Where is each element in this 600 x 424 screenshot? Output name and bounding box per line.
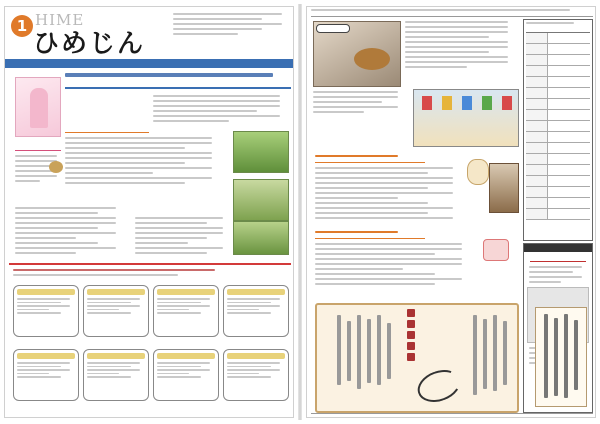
vertical-text-column	[554, 318, 558, 396]
schedule-row	[526, 165, 590, 176]
program-card	[13, 285, 79, 337]
schedule-row	[526, 55, 590, 66]
schedule-row	[526, 77, 590, 88]
brush-calligraphy-art	[413, 364, 465, 407]
masthead-title: ひめじん	[33, 29, 146, 59]
section-divider-red	[9, 263, 291, 265]
guitar-photo	[313, 21, 401, 87]
right-page	[306, 6, 596, 418]
vertical-note-panel	[535, 307, 587, 407]
center-fold	[298, 4, 302, 420]
program-card	[153, 349, 219, 401]
top-banner	[311, 9, 593, 17]
schedule-row	[526, 154, 590, 165]
schedule-table	[526, 32, 590, 220]
scroll-text-column	[357, 315, 361, 389]
poem-scroll	[315, 303, 519, 413]
event-info-right	[135, 217, 231, 254]
masthead	[11, 11, 161, 59]
gallery-red-label	[530, 256, 586, 262]
schedule-row	[526, 33, 590, 44]
schedule-row	[526, 99, 590, 110]
feature-body-text	[65, 137, 225, 184]
event-2-details	[315, 243, 475, 285]
publisher-info-block	[173, 13, 291, 35]
flag-shape	[442, 96, 452, 110]
program-card	[83, 285, 149, 337]
book-cover-image	[15, 77, 61, 137]
headline-underline	[65, 87, 291, 89]
program-card	[83, 349, 149, 401]
vertical-text-column	[544, 314, 548, 398]
flag-shape	[502, 96, 512, 110]
mochi-illustration	[467, 159, 489, 185]
section-heading-pink	[15, 143, 61, 151]
schedule-row	[526, 44, 590, 55]
schedule-row	[526, 121, 590, 132]
schedule-row	[526, 209, 590, 220]
scroll-text-column	[387, 323, 391, 379]
headline-row	[65, 73, 291, 89]
vertical-text-column	[574, 320, 578, 390]
scroll-text-column	[337, 315, 341, 385]
program-card	[153, 285, 219, 337]
schedule-sidebar	[523, 19, 593, 241]
gallery-text	[529, 266, 587, 283]
program-row-label	[15, 341, 135, 348]
scroll-vertical-title	[407, 309, 419, 365]
right-intro-text	[405, 21, 517, 68]
flag-shape	[482, 96, 492, 110]
farm-photo-2	[233, 179, 289, 221]
sidebar-title	[526, 22, 590, 30]
program-card	[223, 285, 289, 337]
book-cover-figure	[30, 88, 48, 128]
farm-photo-3	[233, 221, 289, 255]
scroll-text-column	[377, 315, 381, 385]
vertical-text-column	[564, 314, 568, 398]
program-card	[223, 349, 289, 401]
scroll-text-column	[347, 321, 351, 381]
scroll-text-column	[473, 315, 477, 395]
potato-illustration	[49, 161, 63, 173]
section-heading-orange	[65, 125, 149, 133]
schedule-row	[526, 143, 590, 154]
decoration-photo	[489, 163, 519, 213]
schedule-row	[526, 110, 590, 121]
crayon-illustration	[483, 239, 509, 261]
schedule-row	[526, 132, 590, 143]
schedule-row	[526, 66, 590, 77]
scroll-text-column	[503, 321, 507, 385]
feature-lead-text	[153, 95, 291, 122]
guitar-illustration	[354, 48, 390, 70]
scroll-text-column	[483, 319, 487, 389]
flag-shape	[422, 96, 432, 110]
flag-shape	[462, 96, 472, 110]
festival-photo	[413, 89, 519, 147]
event-info-left	[15, 207, 125, 254]
issue-number-badge: 1	[11, 15, 33, 37]
photo-badge	[316, 24, 350, 33]
left-page	[4, 6, 294, 418]
footer-rule	[311, 413, 593, 417]
farm-photo-1	[233, 131, 289, 173]
scroll-text-column	[493, 315, 497, 391]
program-card-grid	[11, 283, 291, 413]
program-heading	[13, 269, 233, 276]
scroll-text-column	[367, 319, 371, 383]
masthead-rule	[5, 59, 294, 68]
program-card	[13, 349, 79, 401]
schedule-row	[526, 198, 590, 209]
gallery-header-bar	[524, 244, 592, 252]
schedule-row	[526, 187, 590, 198]
photo-caption	[313, 91, 405, 113]
schedule-row	[526, 176, 590, 187]
event-heading-1	[315, 155, 425, 163]
event-1-details	[315, 167, 465, 219]
schedule-row	[526, 88, 590, 99]
feature-headline-placeholder	[65, 73, 291, 77]
masthead-latin-mark: HIME	[35, 11, 85, 29]
event-heading-2	[315, 231, 425, 239]
